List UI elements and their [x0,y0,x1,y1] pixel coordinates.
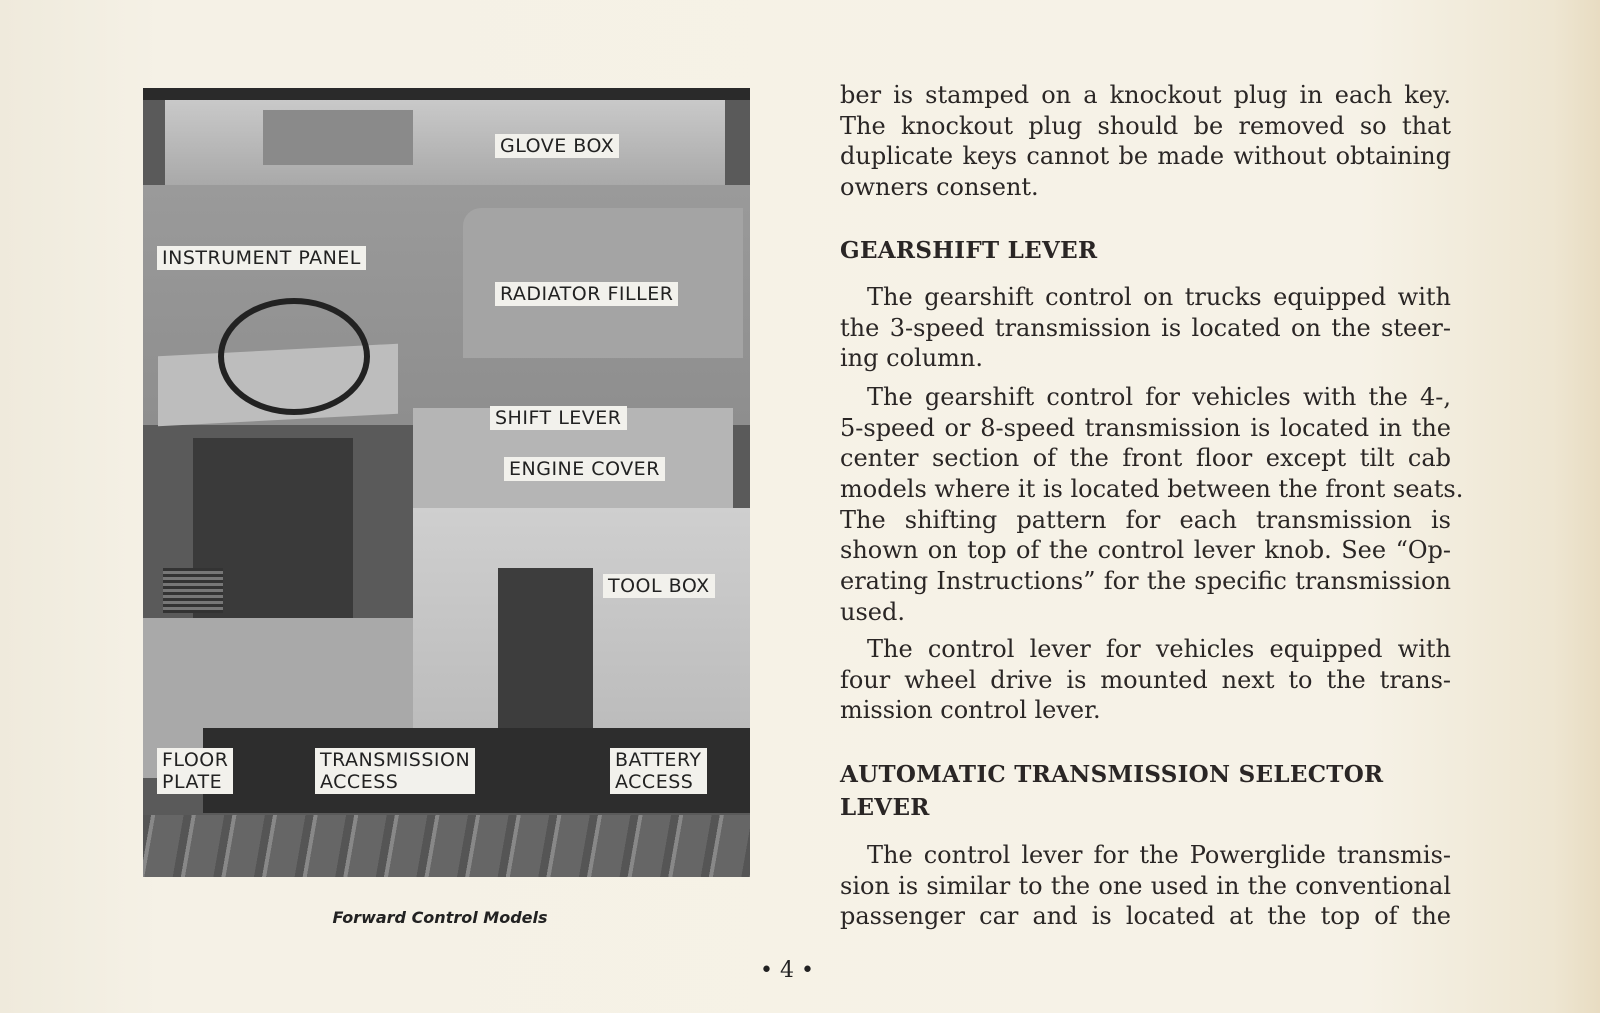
figure-caption: Forward Control Models [332,908,548,927]
label-shift-lever: SHIFT LEVER [490,406,627,430]
text-line: center section of the front floor except tilt cab [840,444,1451,473]
glove-box-shelf [165,100,725,185]
floor-slats [143,815,750,877]
heading-gearshift-lever: GEARSHIFT LEVER [840,237,1098,264]
automatic-paragraph-1 [840,840,1451,932]
label-radiator-filler: RADIATOR FILLER [495,282,678,306]
heading-line: AUTOMATIC TRANSMISSION SELECTOR [840,761,1384,788]
text-line: the 3-speed transmission is located on the steer- [840,313,1451,342]
text-line: sion is similar to the one used in the conventional [840,871,1451,900]
text-line: mission control lever. [840,696,1101,725]
label-engine-cover: ENGINE COVER [504,457,665,481]
text-line: 5-speed or 8-speed transmission is located in the [840,413,1451,442]
text-line: owners consent. [840,173,1039,202]
page-number: • 4 • [760,958,814,983]
tool-box [498,568,593,728]
intro-paragraph [840,80,1451,203]
heading-line: LEVER [840,794,930,821]
label-line: PLATE [162,771,223,793]
label-line: ACCESS [320,771,399,793]
label-transmission-access [315,748,475,794]
heading-automatic-transmission-selector-lever [840,758,1451,824]
text-line: duplicate keys cannot be made without obtaining [840,142,1451,171]
text-line: passenger car and is located at the top of the [840,902,1451,931]
text-line: The knockout plug should be removed so that [840,111,1451,140]
text-line: ber is stamped on a knockout plug in each key. [840,81,1451,109]
text-line: erating Instructions” for the specific transmission [840,567,1451,596]
text-line: used. [840,597,905,626]
cab-interior-photo [143,88,750,877]
text-line: four wheel drive is mounted next to the trans- [840,665,1451,694]
label-instrument-panel: INSTRUMENT PANEL [157,246,366,270]
label-line: ACCESS [615,771,694,793]
text-line: models where it is located between the front seats. [840,475,1464,504]
text-line: The control lever for vehicles equipped with [867,635,1451,663]
label-glove-box: GLOVE BOX [495,134,619,158]
text-line: The shifting pattern for each transmission is [840,505,1451,534]
label-line: FLOOR [162,749,229,771]
text-line: The gearshift control on trucks equipped with [867,283,1451,311]
label-line: BATTERY [615,749,702,771]
gearshift-paragraph-3 [840,634,1451,726]
label-tool-box: TOOL BOX [603,574,715,598]
label-battery-access [610,748,707,794]
gearshift-paragraph-2 [840,382,1464,628]
label-floor-plate [157,748,233,794]
gearshift-paragraph-1 [840,282,1451,374]
text-line: The control lever for the Powerglide transmis- [867,841,1451,869]
text-line: shown on top of the control lever knob. See “Op- [840,536,1451,565]
label-line: TRANSMISSION [320,749,471,771]
text-line: ing column. [840,344,983,373]
text-line: The gearshift control for vehicles with the 4-, [867,383,1451,411]
steering-wheel [218,298,370,415]
